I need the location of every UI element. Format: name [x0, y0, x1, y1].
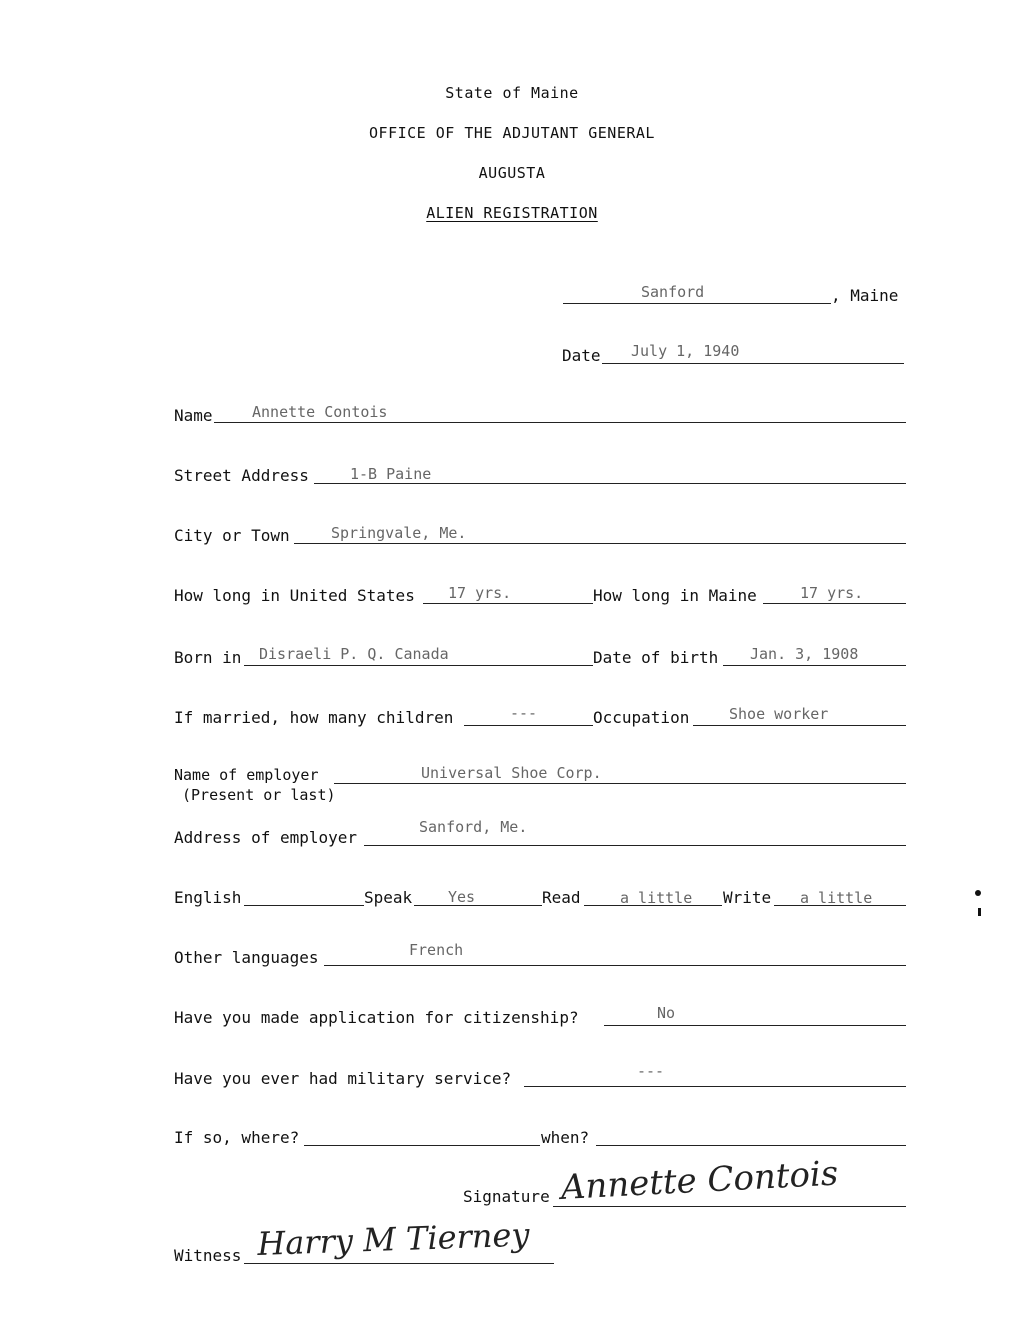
when-label: when?: [541, 1128, 590, 1147]
citizenship-line: [604, 1025, 906, 1026]
date-value[interactable]: July 1, 1940: [631, 342, 740, 360]
other-languages-line: [324, 965, 906, 966]
children-label: If married, how many children: [174, 708, 454, 727]
street-label: Street Address: [174, 466, 309, 485]
witness-label: Witness: [174, 1246, 242, 1265]
city-heading: AUGUSTA: [478, 164, 546, 182]
city-value[interactable]: Springvale, Me.: [331, 524, 467, 542]
read-value[interactable]: a little: [620, 889, 693, 907]
town-value[interactable]: Sanford: [641, 283, 705, 301]
where-line: [304, 1145, 540, 1146]
signature-line: [553, 1206, 906, 1207]
military-line: [524, 1086, 906, 1087]
occupation-line: [693, 725, 906, 726]
us-duration-line: [423, 603, 593, 604]
street-value[interactable]: 1-B Paine: [350, 465, 432, 483]
us-duration-value[interactable]: 17 yrs.: [448, 584, 512, 602]
where-label: If so, where?: [174, 1128, 300, 1147]
office-heading: OFFICE OF THE ADJUTANT GENERAL: [369, 124, 655, 142]
scan-mark-dot: [975, 890, 981, 896]
military-label: Have you ever had military service?: [174, 1069, 512, 1088]
town-line: [563, 303, 831, 304]
english-line: [244, 905, 364, 906]
form-title: ALIEN REGISTRATION: [426, 204, 598, 222]
speak-label: Speak: [364, 888, 413, 907]
dob-label: Date of birth: [593, 648, 719, 667]
employer-name-label: Name of employer: [174, 766, 319, 784]
maine-duration-line: [763, 603, 906, 604]
name-label: Name: [174, 406, 213, 425]
employer-name-sublabel: (Present or last): [182, 786, 336, 804]
born-label: Born in: [174, 648, 242, 667]
children-value[interactable]: ---: [510, 704, 538, 722]
maine-duration-label: How long in Maine: [593, 586, 757, 605]
dob-line: [723, 665, 906, 666]
city-line: [294, 543, 906, 544]
military-value[interactable]: ---: [637, 1062, 665, 1080]
employer-address-value[interactable]: Sanford, Me.: [419, 818, 528, 836]
read-label: Read: [542, 888, 581, 907]
date-label: Date: [562, 346, 601, 365]
witness-handwriting[interactable]: Harry M Tierney: [256, 1215, 531, 1263]
write-value[interactable]: a little: [800, 889, 873, 907]
citizenship-label: Have you made application for citizenship?: [174, 1008, 579, 1027]
speak-value[interactable]: Yes: [448, 888, 476, 906]
signature-label: Signature: [463, 1187, 550, 1206]
speak-line: [414, 905, 542, 906]
born-value[interactable]: Disraeli P. Q. Canada: [259, 645, 449, 663]
employer-address-label: Address of employer: [174, 828, 358, 847]
children-line: [464, 725, 593, 726]
born-line: [244, 665, 593, 666]
witness-line: [244, 1263, 554, 1264]
scan-mark-tick: [978, 908, 981, 916]
occupation-value[interactable]: Shoe worker: [729, 705, 829, 723]
state-suffix: , Maine: [831, 286, 899, 305]
when-line: [596, 1145, 906, 1146]
english-label: English: [174, 888, 242, 907]
dob-value[interactable]: Jan. 3, 1908: [750, 645, 859, 663]
other-languages-label: Other languages: [174, 948, 319, 967]
other-languages-value[interactable]: French: [409, 941, 464, 959]
employer-name-line: [334, 783, 906, 784]
occupation-label: Occupation: [593, 708, 690, 727]
employer-name-value[interactable]: Universal Shoe Corp.: [421, 764, 602, 782]
signature-handwriting[interactable]: Annette Contois: [559, 1153, 840, 1208]
name-line: [214, 422, 906, 423]
employer-address-line: [364, 845, 906, 846]
citizenship-value[interactable]: No: [657, 1004, 676, 1022]
write-label: Write: [723, 888, 772, 907]
name-value[interactable]: Annette Contois: [252, 403, 388, 421]
maine-duration-value[interactable]: 17 yrs.: [800, 584, 864, 602]
state-heading: State of Maine: [445, 84, 579, 102]
city-label: City or Town: [174, 526, 290, 545]
street-line: [314, 483, 906, 484]
us-duration-label: How long in United States: [174, 586, 415, 605]
date-line: [602, 363, 904, 364]
